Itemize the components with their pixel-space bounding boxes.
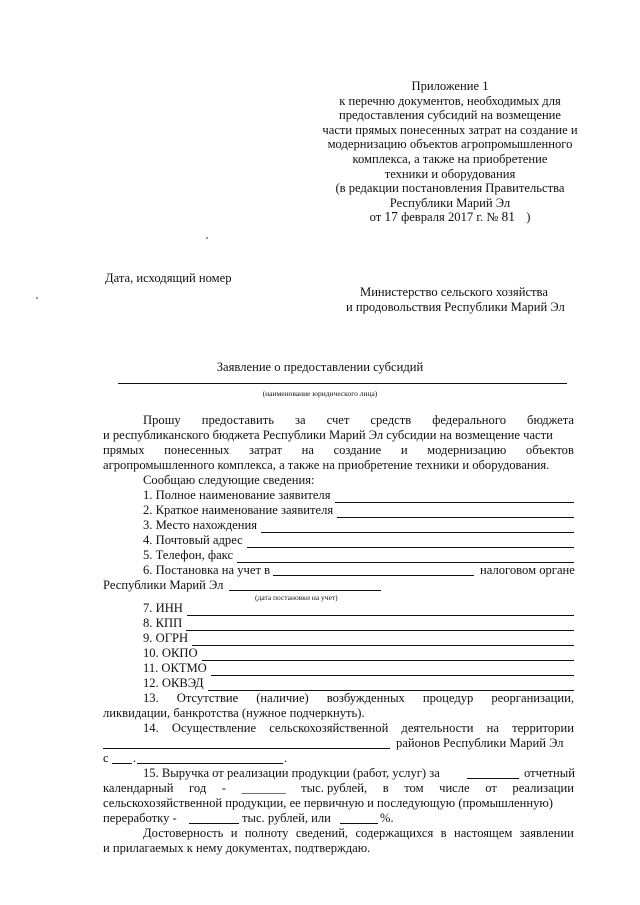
word: предоставить xyxy=(201,413,274,427)
districts-input-line[interactable] xyxy=(103,748,390,749)
word: реорганизации, xyxy=(491,691,574,705)
activity-start-dot: . xyxy=(284,751,288,765)
word: понесенных xyxy=(164,443,230,457)
phone-fax-input-line[interactable] xyxy=(237,551,574,563)
word: создание xyxy=(333,443,382,457)
registration-date-hint: (дата постановки на учет) xyxy=(255,593,338,602)
tax-authority-input-line[interactable] xyxy=(273,575,474,576)
word: и xyxy=(230,826,238,840)
annex-line: Республики Марий Эл xyxy=(389,195,511,210)
field-label: 10. ОКПО xyxy=(143,646,198,660)
word: в xyxy=(382,781,389,795)
okved-input-line[interactable] xyxy=(208,679,574,691)
annex-number: 81 xyxy=(501,209,516,225)
field-oktmo xyxy=(143,661,574,676)
word: числе xyxy=(439,781,470,795)
field-inn xyxy=(143,601,574,616)
field-location xyxy=(143,518,574,533)
scan-speck xyxy=(206,237,208,239)
location-input-line[interactable] xyxy=(261,521,574,533)
word: календарный xyxy=(103,781,174,795)
short-name-input-line[interactable] xyxy=(337,506,574,518)
word: деятельности xyxy=(401,721,474,735)
scan-speck xyxy=(36,297,38,299)
field-label: 11. ОКТМО xyxy=(143,661,207,675)
activity-start-date-line[interactable] xyxy=(137,763,283,764)
postal-address-input-line[interactable] xyxy=(247,536,574,548)
annex-line: части прямых понесенных затрат на создание и xyxy=(322,122,578,137)
word: на xyxy=(486,721,499,735)
registration-date-input-line[interactable] xyxy=(229,590,381,591)
ogrn-input-line[interactable] xyxy=(192,634,574,646)
para1-line-2: и республиканского бюджета Республики Марий Эл субсидии на возмещение части xyxy=(103,428,553,442)
word: в xyxy=(440,826,447,840)
item14-line-1 xyxy=(143,721,574,736)
word: возбужденных xyxy=(326,691,405,705)
annex-month-year: февраля 2017 г. № xyxy=(401,210,499,225)
word: федерального xyxy=(432,413,506,427)
annex-title: Приложение 1 xyxy=(411,79,489,93)
field-phone-fax xyxy=(143,548,574,563)
processing-amount-input-line[interactable] xyxy=(189,823,239,824)
field-label: 9. ОГРН xyxy=(143,631,189,645)
activity-start-day-line[interactable] xyxy=(112,763,132,764)
field-label: 2. Краткое наименование заявителя xyxy=(143,503,334,517)
word: - xyxy=(221,781,226,795)
word: настоящем xyxy=(453,826,513,840)
word: год xyxy=(189,781,207,795)
word: тыс. рублей, xyxy=(301,781,368,795)
item15-line-4b: тыс. рублей, или xyxy=(242,811,331,825)
field-label: 5. Телефон, факс xyxy=(143,548,234,562)
word: 14. xyxy=(143,721,159,735)
annex-line: предоставления субсидий на возмещение xyxy=(338,108,562,123)
field-label: 4. Почтовый адрес xyxy=(143,533,243,547)
field-okved xyxy=(143,676,574,691)
word: на xyxy=(301,443,314,457)
item15-line-2 xyxy=(103,781,574,796)
word: (наличие) xyxy=(256,691,309,705)
word: сельскохозяйственной xyxy=(269,721,389,735)
item13-line-1 xyxy=(143,691,574,706)
item15-line-1a: 15. Выручка от реализации продукции (работ, услуг) за xyxy=(143,766,440,780)
kpp-input-line[interactable] xyxy=(186,619,574,631)
field-label: 7. ИНН xyxy=(143,601,183,615)
word: том xyxy=(404,781,424,795)
word: заявлении xyxy=(519,826,574,840)
field-label: 1. Полное наименование заявителя xyxy=(143,488,331,502)
word: процедур xyxy=(422,691,474,705)
annex-block xyxy=(300,79,600,225)
word: от xyxy=(485,781,497,795)
legal-entity-hint: (наименование юридического лица) xyxy=(262,389,378,398)
annex-line: к перечню документов, необходимых для xyxy=(339,93,561,108)
annex-day: 17 xyxy=(384,209,398,225)
field-ogrn xyxy=(143,631,574,646)
processing-percent-input-line[interactable] xyxy=(340,823,378,824)
date-outgoing-number: Дата, исходящий номер xyxy=(105,271,232,285)
word: Отсутствие xyxy=(176,691,239,705)
annex-date-prefix: от xyxy=(369,210,382,225)
item15-line-4c: %. xyxy=(380,811,394,825)
annex-date-line xyxy=(300,210,600,225)
tax-registration-region: Республики Марий Эл xyxy=(103,578,224,592)
field-label: 3. Место нахождения xyxy=(143,518,258,532)
word: территории xyxy=(512,721,574,735)
okpo-input-line[interactable] xyxy=(202,649,574,661)
word: Достоверность xyxy=(143,826,224,840)
word: бюджета xyxy=(527,413,574,427)
annex-line: техники и оборудования xyxy=(384,166,516,181)
districts-suffix: районов Республики Марий Эл xyxy=(396,736,564,750)
activity-start-dot: . xyxy=(133,751,137,765)
para1-line-1 xyxy=(143,413,574,428)
item15-line-4a: переработку - xyxy=(103,811,177,825)
annex-line: комплекса, а также на приобретение xyxy=(352,151,548,166)
confirm-line-2: и прилагаемых к нему документах, подтверждаю. xyxy=(103,841,371,855)
word: затрат xyxy=(249,443,282,457)
activity-start-prefix: с xyxy=(103,751,109,765)
oktmo-input-line[interactable] xyxy=(211,664,574,676)
revenue-amount-blank[interactable]: _______ xyxy=(241,781,286,795)
field-kpp xyxy=(143,616,574,631)
word: реализации xyxy=(512,781,574,795)
word: 13. xyxy=(143,691,159,705)
confirm-line-1 xyxy=(143,826,574,841)
recipient-line-2: и продовольствия Республики Марий Эл xyxy=(346,300,565,314)
para1-line-3 xyxy=(103,443,574,458)
full-name-input-line[interactable] xyxy=(335,491,575,503)
item15-line-1b: отчетный xyxy=(524,766,576,780)
info-intro: Сообщаю следующие сведения: xyxy=(143,473,315,487)
field-full-name xyxy=(143,488,574,503)
field-okpo xyxy=(143,646,574,661)
word: объектов xyxy=(525,443,574,457)
legal-entity-underline xyxy=(118,383,567,384)
word: полноту xyxy=(244,826,289,840)
field-short-name xyxy=(143,503,574,518)
recipient-line-1: Министерство сельского хозяйства xyxy=(360,285,548,299)
word: модернизацию xyxy=(427,443,507,457)
field-label: 8. КПП xyxy=(143,616,183,630)
field-label: 12. ОКВЭД xyxy=(143,676,204,690)
annex-line: модернизацию объектов агропромышленного xyxy=(327,137,573,152)
word: счет xyxy=(326,413,350,427)
annex-close-paren: ) xyxy=(526,210,531,225)
word: Прошу xyxy=(143,413,181,427)
word: Осуществление xyxy=(171,721,257,735)
inn-input-line[interactable] xyxy=(187,604,574,616)
word: сведений, xyxy=(295,826,349,840)
item15-line-3: сельскохозяйственной продукции, ее первичную и последующую (промышленную) xyxy=(103,796,553,810)
tax-registration-suffix: налоговом органе xyxy=(480,563,575,577)
revenue-year-input-line[interactable] xyxy=(467,778,519,779)
item13-line-2: ликвидации, банкротства (нужное подчеркнуть). xyxy=(103,706,365,720)
word: и xyxy=(400,443,408,457)
application-title: Заявление о предоставлении субсидий xyxy=(216,360,424,374)
field-postal-address xyxy=(143,533,574,548)
annex-line: (в редакции постановления Правительства xyxy=(335,181,565,196)
word: содержащихся xyxy=(355,826,434,840)
tax-registration-prefix: 6. Постановка на учет в xyxy=(143,563,271,577)
para1-line-4: агропромышленного комплекса, а также на приобретение техники и оборудования. xyxy=(103,458,550,472)
word: за xyxy=(295,413,306,427)
word: средств xyxy=(370,413,412,427)
word: прямых xyxy=(103,443,145,457)
